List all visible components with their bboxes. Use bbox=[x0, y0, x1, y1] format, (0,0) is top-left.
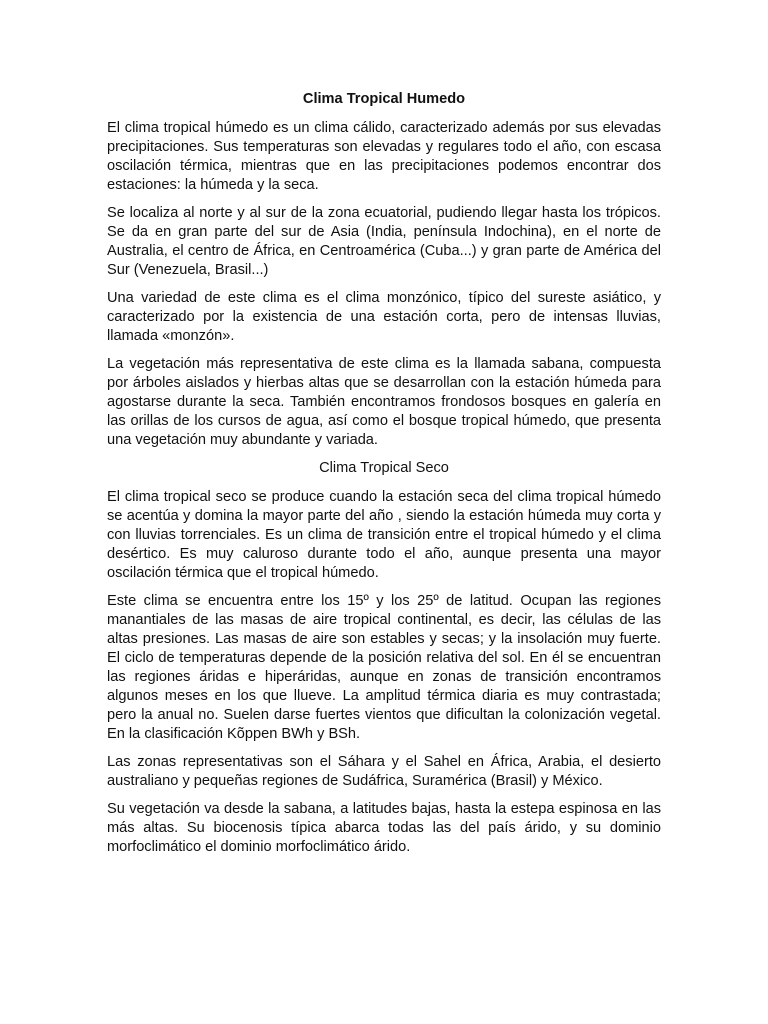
paragraph: Su vegetación va desde la sabana, a latitudes bajas, hasta la estepa espinosa en las más altas. Su biocenosis típica abarca todas las del país árido, y su dominio morfoclimático el dominio morfoclimático árido. bbox=[107, 801, 661, 855]
paragraph: El clima tropical húmedo es un clima cálido, caracterizado además por sus elevadas precipitaciones. Sus temperaturas son elevadas y regulares todo el año, con escasa oscilación térmica, mientras que en las precipitaciones podemos encontrar dos estaciones: la húmeda y la seca. bbox=[107, 120, 661, 193]
paragraph: Las zonas representativas son el Sáhara y el Sahel en África, Arabia, el desierto australiano y pequeñas regiones de Sudáfrica, Suramérica (Brasil) y México. bbox=[107, 754, 661, 789]
section-title-seco: Clima Tropical Seco bbox=[319, 460, 449, 476]
section-clima-tropical-humedo bbox=[107, 90, 661, 450]
section-title-humedo: Clima Tropical Humedo bbox=[302, 91, 466, 107]
paragraph: El clima tropical seco se produce cuando la estación seca del clima tropical húmedo se acentúa y domina la mayor parte del año , siendo la estación húmeda muy corta y con lluvias torrenciales. Es un clima de transición entre el tropical húmedo y el clima desértico. Es muy caluroso durante todo el año, aunque presenta una mayor oscilación térmica que el tropical húmedo. bbox=[107, 489, 661, 581]
paragraph: Se localiza al norte y al sur de la zona ecuatorial, pudiendo llegar hasta los trópicos. Se da en gran parte del sur de Asia (India, península Indochina), en el norte de Australia, el centro de África, en Centroamérica (Cuba...) y gran parte de América del Sur (Venezuela, Brasil...) bbox=[107, 205, 661, 278]
section-clima-tropical-seco bbox=[107, 459, 661, 857]
paragraph: Este clima se encuentra entre los 15º y los 25º de latitud. Ocupan las regiones manantiales de las masas de aire tropical continental, es decir, las células de las altas presiones. Las masas de aire son estables y secas; y la insolación muy fuerte. El ciclo de temperaturas depende de la posición relativa del sol. En él se encuentran las regiones áridas e hiperáridas, aunque en zonas de transición encontramos algunos meses en los que llueve. La amplitud térmica diaria es muy contrastada; pero la anual no. Suelen darse fuertes vientos que dificultan la colonización vegetal. En la clasificación Kõppen BWh y BSh. bbox=[107, 593, 661, 742]
document-body bbox=[107, 90, 661, 866]
paragraph: La vegetación más representativa de este clima es la llamada sabana, compuesta por árboles aislados y hierbas altas que se desarrollan con la estación húmeda para agostarse durante la seca. También encontramos frondosos bosques en galería en las orillas de los cursos de agua, así como el bosque tropical húmedo, que presenta una vegetación muy abundante y variada. bbox=[107, 356, 661, 448]
paragraph: Una variedad de este clima es el clima monzónico, típico del sureste asiático, y caracterizado por la existencia de una estación corta, pero de intensas lluvias, llamada «monzón». bbox=[107, 290, 661, 344]
